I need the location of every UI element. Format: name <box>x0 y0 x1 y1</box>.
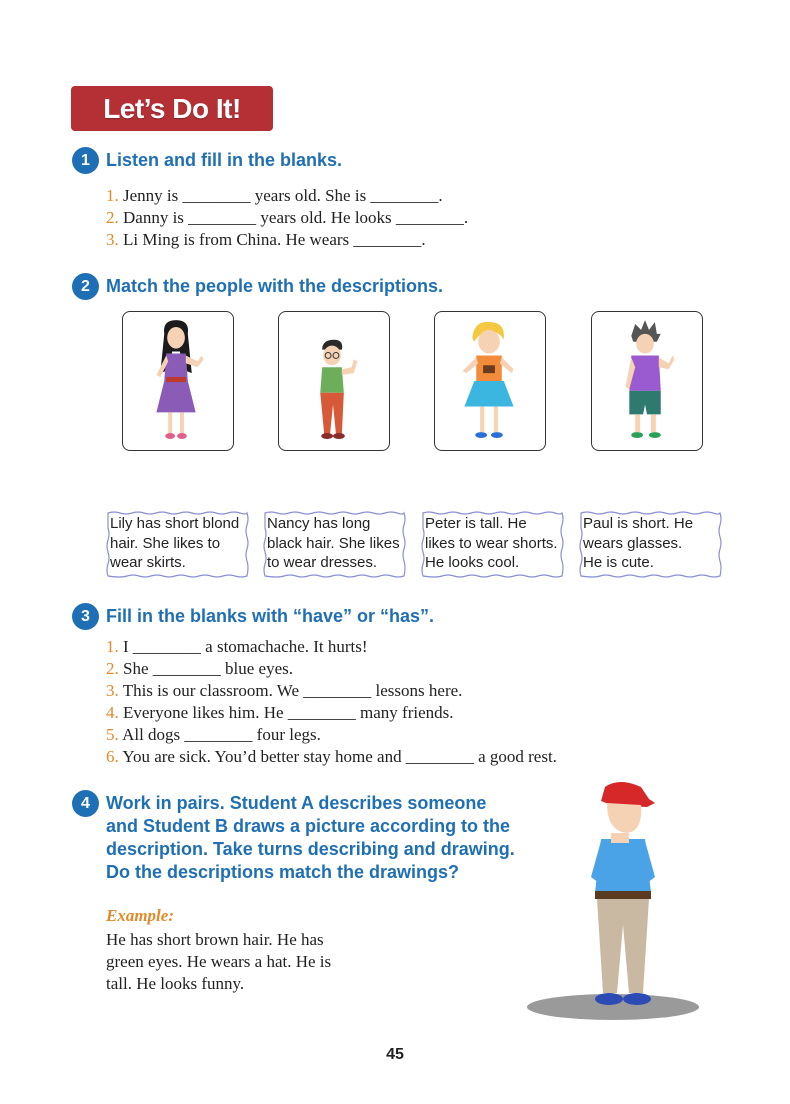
example-label: Example: <box>106 906 174 925</box>
section-2-heading: Match the people with the descriptions. <box>106 276 444 296</box>
picture-card-boy-shorts <box>591 311 703 451</box>
section-3-number: 3 <box>72 603 99 630</box>
list-item: 6. You are sick. You’d better stay home and ________ a good rest. <box>106 747 557 766</box>
short-boy-glasses-illustration <box>279 312 389 450</box>
banner-title: Let’s Do It! <box>103 92 241 124</box>
description-box-lily: Lily has short blond hair. She likes to wear skirts. <box>106 511 249 578</box>
blond-girl-illustration <box>435 312 545 450</box>
section-3-heading: Fill in the blanks with “have” or “has”. <box>106 606 435 626</box>
section-4-heading: Work in pairs. Student A describes someone and Student B draws a picture according to the description. Take turns describing and drawing. Do the descriptions match the drawings? <box>106 793 515 882</box>
list-item: 1. I ________ a stomachache. It hurts! <box>106 637 368 656</box>
tall-boy-shorts-illustration <box>592 312 702 450</box>
section-1-heading: Listen and fill in the blanks. <box>106 150 343 170</box>
list-item: 2. She ________ blue eyes. <box>106 659 293 678</box>
picture-card-girl-purple-dress <box>122 311 234 451</box>
picture-card-boy-glasses <box>278 311 390 451</box>
description-box-nancy: Nancy has long black hair. She likes to wear dresses. <box>263 511 406 578</box>
boy-red-hat-illustration <box>525 775 705 1025</box>
section-3-list <box>106 636 557 768</box>
page-number: 45 <box>386 1046 404 1063</box>
section-1-list <box>106 185 468 251</box>
list-item: 3. Li Ming is from China. He wears ________. <box>106 230 426 249</box>
list-item: 2. Danny is ________ years old. He looks ________. <box>106 208 469 227</box>
section-1-number: 1 <box>72 147 99 174</box>
section-2-number: 2 <box>72 273 99 300</box>
girl-long-hair-illustration <box>123 312 233 450</box>
description-box-paul: Paul is short. He wears glasses. He is cute. <box>579 511 722 578</box>
picture-card-blond-girl-skirt <box>434 311 546 451</box>
section-4-number: 4 <box>72 790 99 817</box>
list-item: 1. Jenny is ________ years old. She is ________. <box>106 186 443 205</box>
description-box-peter: Peter is tall. He likes to wear shorts. He looks cool. <box>421 511 564 578</box>
list-item: 5. All dogs ________ four legs. <box>106 725 321 744</box>
lets-do-it-banner <box>71 86 273 131</box>
list-item: 3. This is our classroom. We ________ lessons here. <box>106 681 463 700</box>
list-item: 4. Everyone likes him. He ________ many friends. <box>106 703 454 722</box>
example-text: He has short brown hair. He has green eyes. He wears a hat. He is tall. He looks funny. <box>106 930 332 993</box>
